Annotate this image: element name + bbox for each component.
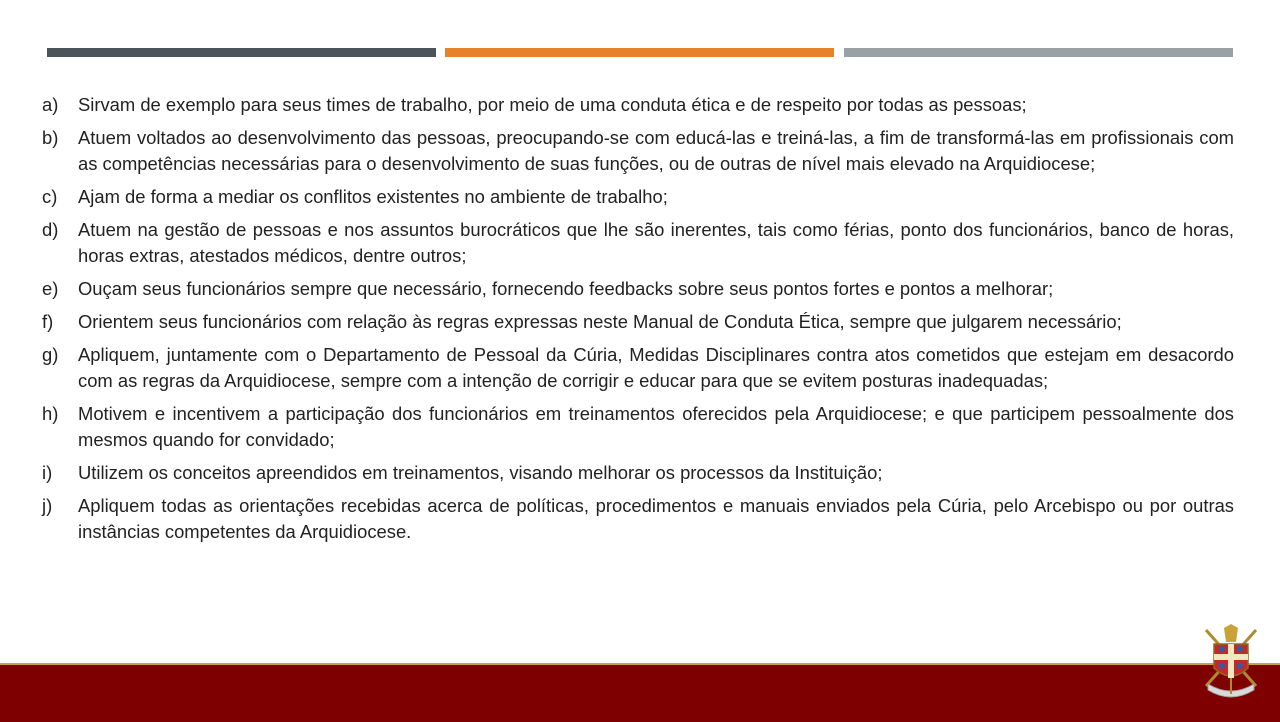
list-marker: a)	[42, 94, 59, 115]
header-bar-dark	[47, 48, 436, 57]
list-item	[42, 309, 1234, 335]
list-item-text: Motivem e incentivem a participação dos funcionários em treinamentos oferecidos pela Arquidiocese; e que participem pessoalmente dos mesmos quando for convidado;	[78, 403, 1234, 450]
conduct-list	[42, 92, 1234, 552]
list-marker: i)	[42, 462, 53, 483]
list-marker: j)	[42, 495, 53, 516]
list-item-text: Apliquem, juntamente com o Departamento de Pessoal da Cúria, Medidas Disciplinares contra atos cometidos que estejam em desacordo com as regras da Arquidiocese, sempre com a intenção de corrigir e educar para que se evitem posturas inadequadas;	[78, 344, 1234, 391]
list-item	[42, 460, 1234, 486]
list-item-text: Orientem seus funcionários com relação às regras expressas neste Manual de Conduta Ética, sempre que julgarem necessário;	[78, 311, 1122, 332]
list-marker: g)	[42, 344, 59, 365]
list-item-text: Ajam de forma a mediar os conflitos existentes no ambiente de trabalho;	[78, 186, 668, 207]
list-marker: b)	[42, 127, 59, 148]
header-bar-orange	[445, 48, 834, 57]
list-marker: d)	[42, 219, 59, 240]
list-item	[42, 493, 1234, 545]
list-item	[42, 276, 1234, 302]
list-item-text: Atuem voltados ao desenvolvimento das pessoas, preocupando-se com educá-las e treiná-las, a fim de transformá-las em profissionais com as competências necessárias para o desenvolvimento de suas funções, ou de outras de nível mais elevado na Arquidiocese;	[78, 127, 1234, 174]
list-item	[42, 401, 1234, 453]
list-marker: e)	[42, 278, 59, 299]
list-item-text: Ouçam seus funcionários sempre que necessário, fornecendo feedbacks sobre seus pontos fortes e pontos a melhorar;	[78, 278, 1054, 299]
list-item	[42, 125, 1234, 177]
list-item-text: Apliquem todas as orientações recebidas acerca de políticas, procedimentos e manuais enviados pela Cúria, pelo Arcebispo ou por outras instâncias competentes da Arquidiocese.	[78, 495, 1234, 542]
list-item	[42, 342, 1234, 394]
archdiocese-crest-icon	[1200, 624, 1262, 708]
list-item-text: Atuem na gestão de pessoas e nos assuntos burocráticos que lhe são inerentes, tais como férias, ponto dos funcionários, banco de horas, horas extras, atestados médicos, dentre outros;	[78, 219, 1234, 266]
header-bar-grey	[844, 48, 1233, 57]
list-item-text: Sirvam de exemplo para seus times de trabalho, por meio de uma conduta ética e de respeito por todas as pessoas;	[78, 94, 1027, 115]
footer-band	[0, 663, 1280, 722]
list-marker: h)	[42, 403, 59, 424]
list-item	[42, 217, 1234, 269]
list-marker: f)	[42, 311, 54, 332]
list-item-text: Utilizem os conceitos apreendidos em treinamentos, visando melhorar os processos da Instituição;	[78, 462, 883, 483]
list-item	[42, 184, 1234, 210]
list-item	[42, 92, 1234, 118]
list-marker: c)	[42, 186, 58, 207]
